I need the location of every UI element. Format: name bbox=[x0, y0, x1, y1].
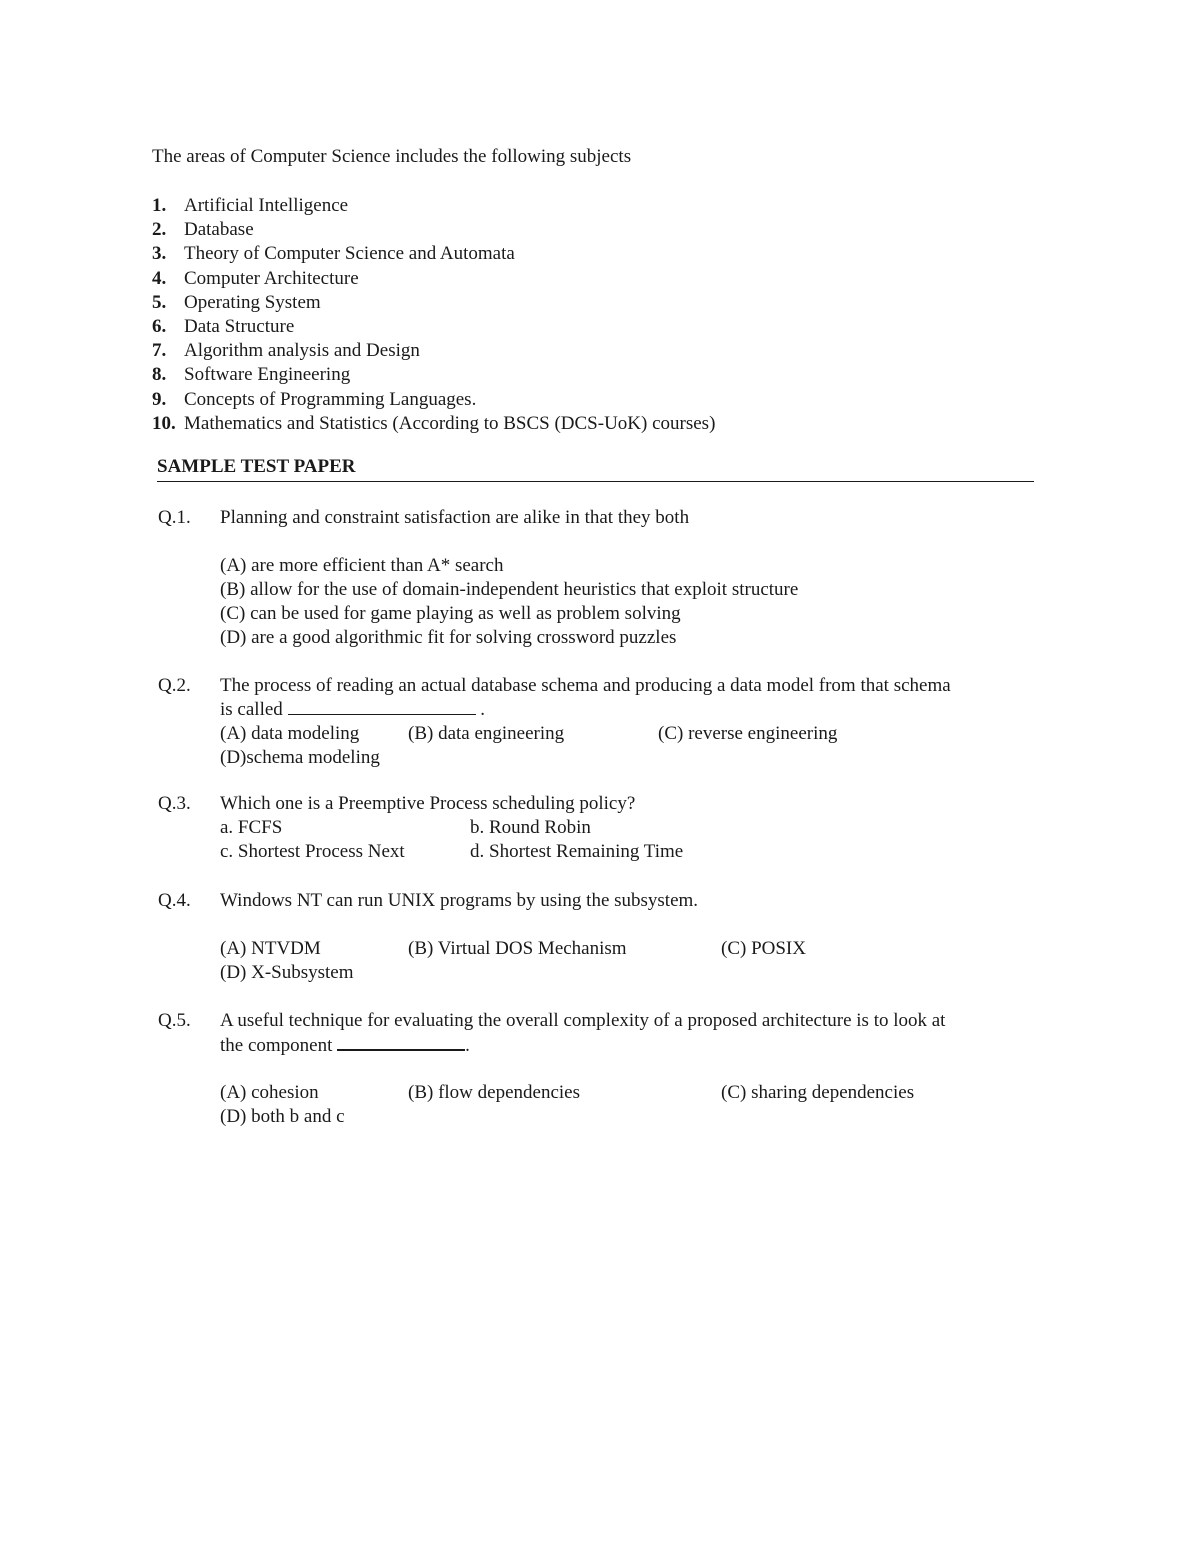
list-number: 5. bbox=[152, 291, 167, 313]
option-d: (D) are a good algorithmic fit for solving crossword puzzles bbox=[220, 627, 677, 648]
option-d: (D) both b and c bbox=[220, 1106, 345, 1127]
list-item bbox=[152, 267, 715, 291]
option-a: (A) cohesion bbox=[220, 1082, 319, 1103]
question-stem-line-2 bbox=[220, 698, 1035, 722]
list-item bbox=[152, 412, 715, 436]
options-row-1 bbox=[220, 722, 1035, 746]
option-c: (C) sharing dependencies bbox=[721, 1082, 915, 1103]
option-c: (C) reverse engineering bbox=[658, 723, 838, 744]
question-stem: Planning and constraint satisfaction are alike in that they both bbox=[220, 507, 690, 528]
list-number: 7. bbox=[152, 340, 167, 362]
section-title: SAMPLE TEST PAPER bbox=[157, 456, 1034, 482]
question-stem: Which one is a Preemptive Process scheduling policy? bbox=[220, 793, 636, 814]
option-b: b. Round Robin bbox=[470, 817, 591, 838]
stem-text: the component bbox=[220, 1035, 333, 1056]
question-stem: Windows NT can run UNIX programs by using the subsystem. bbox=[220, 890, 699, 911]
list-item bbox=[152, 388, 715, 412]
question-number: Q.1. bbox=[158, 507, 191, 528]
option-a: (A) data modeling bbox=[220, 723, 360, 744]
options-row-2 bbox=[220, 840, 1035, 864]
list-label: Software Engineering bbox=[184, 364, 351, 386]
list-label: Artificial Intelligence bbox=[184, 195, 349, 216]
list-number: 1. bbox=[152, 195, 167, 216]
list-number: 10. bbox=[152, 412, 176, 434]
question-body bbox=[220, 889, 1035, 985]
question-body bbox=[220, 506, 1035, 650]
list-label: Mathematics and Statistics (According to BSCS (DCS-UoK) courses) bbox=[184, 412, 716, 434]
option-c: (C) POSIX bbox=[721, 938, 806, 959]
list-number: 8. bbox=[152, 364, 167, 386]
list-number: 9. bbox=[152, 388, 167, 410]
list-label: Operating System bbox=[184, 291, 321, 313]
question-number: Q.4. bbox=[158, 890, 191, 911]
option-d: (D) X-Subsystem bbox=[220, 962, 354, 983]
options-row-1 bbox=[220, 937, 1035, 961]
question-number: Q.3. bbox=[158, 793, 191, 814]
option-a: (A) NTVDM bbox=[220, 938, 321, 959]
list-label: Data Structure bbox=[184, 315, 295, 337]
question-stem-line-1: A useful technique for evaluating the overall complexity of a proposed architecture is to look at bbox=[220, 1010, 946, 1031]
question-body bbox=[220, 1009, 1035, 1129]
option-a: a. FCFS bbox=[220, 817, 283, 838]
list-number: 6. bbox=[152, 315, 167, 337]
list-item bbox=[152, 291, 715, 315]
stem-end: . bbox=[480, 699, 486, 720]
list-item bbox=[152, 242, 715, 266]
list-item bbox=[152, 339, 715, 363]
option-b: (B) data engineering bbox=[408, 723, 565, 744]
stem-end: . bbox=[465, 1035, 470, 1056]
subject-list bbox=[152, 194, 715, 436]
option-b: (B) allow for the use of domain-independent heuristics that exploit structure bbox=[220, 579, 799, 600]
list-item bbox=[152, 194, 715, 218]
option-b: (B) flow dependencies bbox=[408, 1082, 580, 1103]
answer-blank bbox=[288, 698, 476, 715]
list-number: 3. bbox=[152, 243, 167, 265]
option-d: (D)schema modeling bbox=[220, 747, 380, 768]
options-row-1 bbox=[220, 816, 1035, 840]
intro-text: The areas of Computer Science includes the following subjects bbox=[152, 146, 632, 167]
answer-blank bbox=[337, 1033, 465, 1051]
list-number: 2. bbox=[152, 219, 167, 241]
option-c: (C) can be used for game playing as well as problem solving bbox=[220, 603, 681, 624]
option-c: c. Shortest Process Next bbox=[220, 841, 405, 862]
question-number: Q.2. bbox=[158, 675, 191, 696]
question-body bbox=[220, 792, 1035, 864]
question-number: Q.5. bbox=[158, 1010, 191, 1031]
option-b: (B) Virtual DOS Mechanism bbox=[408, 938, 627, 959]
list-item bbox=[152, 315, 715, 339]
options-row-1 bbox=[220, 1081, 1035, 1105]
question-stem-line-1: The process of reading an actual database schema and producing a data model from that schema bbox=[220, 675, 951, 696]
list-label: Computer Architecture bbox=[184, 267, 359, 289]
list-label: Concepts of Programming Languages. bbox=[184, 388, 477, 410]
list-label: Algorithm analysis and Design bbox=[184, 340, 420, 362]
stem-text: is called bbox=[220, 699, 283, 720]
list-item bbox=[152, 363, 715, 387]
option-a: (A) are more efficient than A* search bbox=[220, 555, 504, 576]
list-number: 4. bbox=[152, 267, 167, 289]
option-d: d. Shortest Remaining Time bbox=[470, 841, 684, 862]
question-stem-line-2 bbox=[220, 1033, 1035, 1057]
question-body bbox=[220, 674, 1035, 770]
list-label: Database bbox=[184, 219, 254, 241]
list-item bbox=[152, 218, 715, 242]
list-label: Theory of Computer Science and Automata bbox=[184, 243, 515, 265]
